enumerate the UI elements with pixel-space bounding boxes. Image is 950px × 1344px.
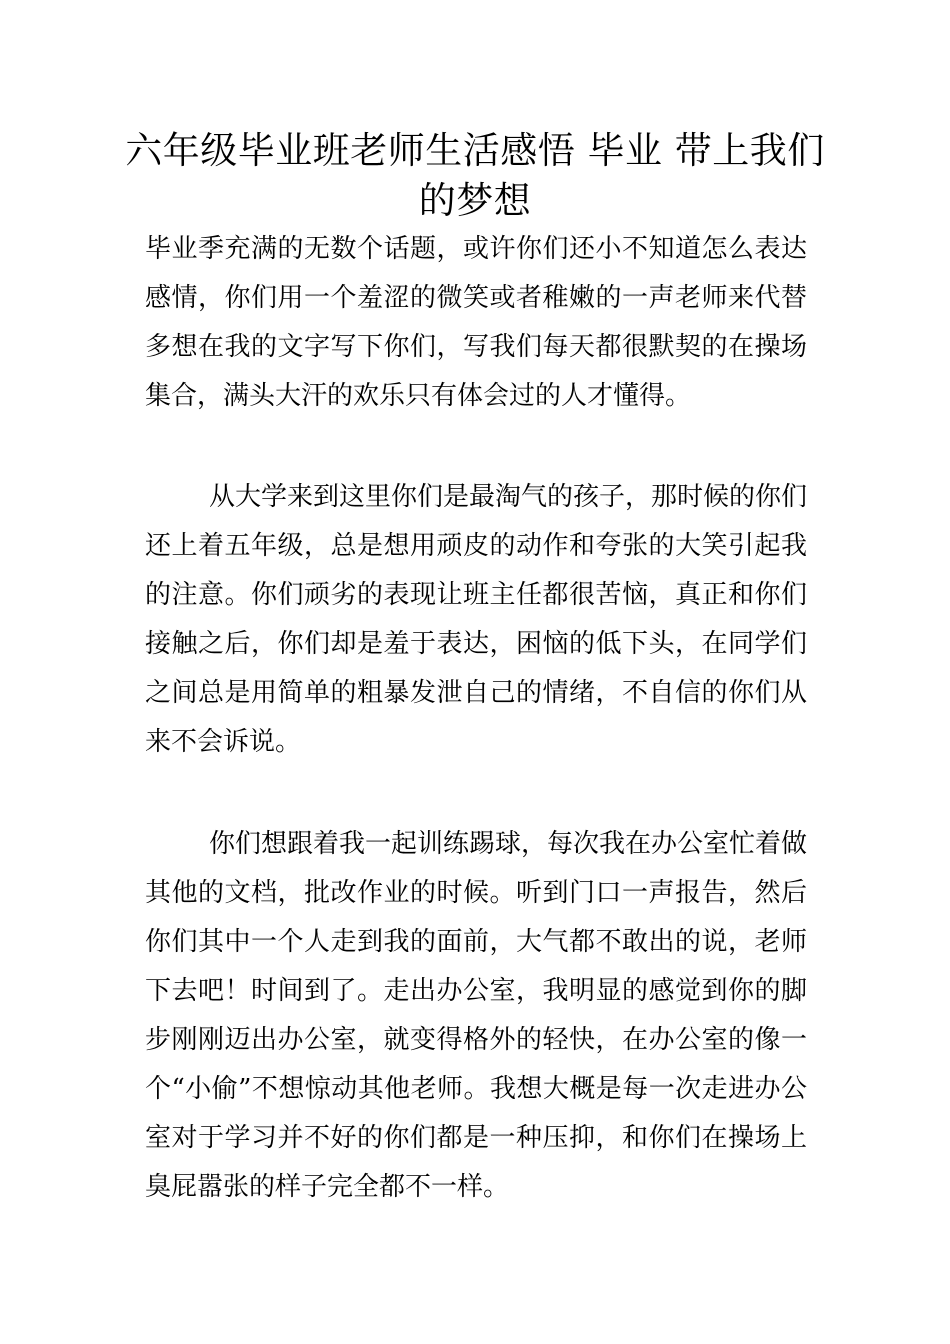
paragraph-1: 毕业季充满的无数个话题，或许你们还小不知道怎么表达感情，你们用一个羞涩的微笑或者稚嫩的一声老师来代替多想在我的文字写下你们，写我们每天都很默契的在操场集合，满头大汗的欢乐只有体会过的人才懂得。 [145, 234, 807, 411]
paragraph-3: 你们想跟着我一起训练踢球，每次我在办公室忙着做其他的文档，批改作业的时候。听到门口一声报告，然后你们其中一个人走到我的面前，大气都不敢出的说，老师下去吧！时间到了。走出办公室，我明显的感觉到你的脚步刚刚迈出办公室，就变得格外的轻快，在办公室的像一个“小偷”不想惊动其他老师。我想大概是每一次走进办公室对于学习并不好的你们都是一种压抑，和你们在操场上臭屁嚣张的样子完全都不一样。 [145, 829, 808, 1202]
paragraph-2: 从大学来到这里你们是最淘气的孩子，那时候的你们还上着五年级，总是想用顽皮的动作和夸张的大笑引起我的注意。你们顽劣的表现让班主任都很苦恼，真正和你们接触之后，你们却是羞于表达，困恼的低下头，在同学们之间总是用简单的粗暴发泄自己的情绪，不自信的你们从来不会诉说。 [145, 482, 808, 757]
document-title: 六年级毕业班老师生活感悟 毕业 带上我们的梦想 [125, 129, 825, 222]
